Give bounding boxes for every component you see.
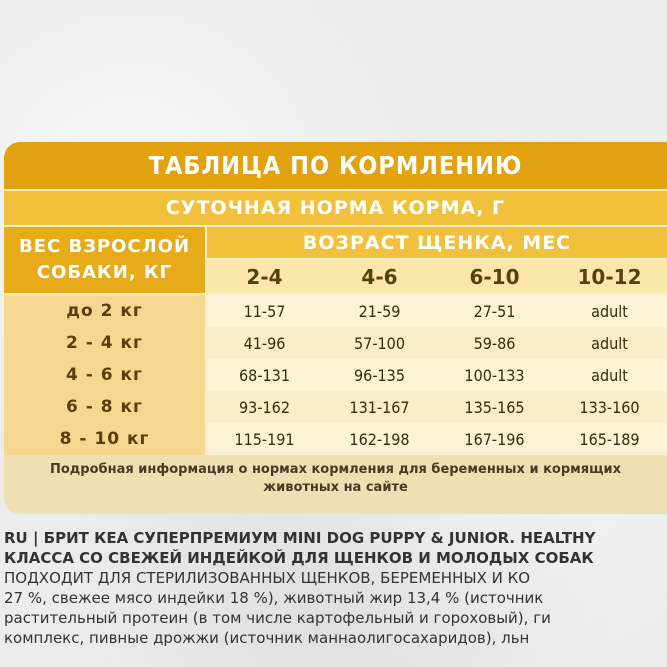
age-col-label: 6-10 bbox=[469, 264, 520, 289]
table-row bbox=[207, 423, 667, 455]
description-line: комплекс, пивные дрожжи (источник маннаолигосахаридов), льн bbox=[4, 629, 530, 647]
table-row bbox=[207, 359, 667, 391]
table-cell: 96-135 bbox=[354, 365, 405, 385]
description-line: растительный протеин (в том числе картофельный и гороховый), ги bbox=[4, 609, 551, 627]
weight-label: до 2 кг bbox=[66, 301, 143, 321]
description-line: ПОДХОДИТ ДЛЯ СТЕРИЛИЗОВАННЫХ ЩЕНКОВ, БЕРЕМЕННЫХ И КО bbox=[4, 569, 531, 587]
weight-label: 6 - 8 кг bbox=[66, 397, 143, 417]
age-col-label: 2-4 bbox=[246, 264, 283, 289]
description-line: 27 %, свежее мясо индейки 18 %), животный жир 13,4 % (источник bbox=[4, 589, 544, 607]
weight-label: 4 - 6 кг bbox=[66, 365, 143, 385]
weight-header-line2: СОБАКИ, КГ bbox=[36, 262, 173, 283]
table-cell: adult bbox=[591, 333, 628, 353]
table-cell: adult bbox=[591, 301, 628, 321]
footnote-line2: животных на сайте bbox=[263, 480, 408, 495]
table-cell: 21-59 bbox=[358, 301, 401, 321]
table-row bbox=[207, 327, 667, 359]
weight-column-header bbox=[4, 227, 205, 293]
feeding-values-grid bbox=[207, 295, 667, 455]
age-col-label: 10-12 bbox=[577, 264, 642, 289]
weight-labels bbox=[4, 295, 205, 455]
table-cell: 41-96 bbox=[243, 333, 286, 353]
table-cell: 68-131 bbox=[239, 365, 290, 385]
age-column-header: ВОЗРАСТ ЩЕНКА, МЕС bbox=[207, 227, 667, 258]
table-cell: 57-100 bbox=[354, 333, 405, 353]
footnote-line1: Подробная информация о нормах кормления для беременных и кормящих bbox=[50, 462, 621, 477]
table-cell: 59-86 bbox=[473, 333, 516, 353]
table-cell: 167-196 bbox=[464, 429, 525, 449]
table-row bbox=[207, 295, 667, 327]
age-column-labels bbox=[207, 260, 667, 293]
table-cell: 133-160 bbox=[579, 397, 640, 417]
description-line: КЛАССА СО СВЕЖЕЙ ИНДЕЙКОЙ ДЛЯ ЩЕНКОВ И МОЛОДЫХ СОБАК bbox=[4, 549, 594, 567]
table-cell: 162-198 bbox=[349, 429, 410, 449]
description-line: RU | БРИТ КЕА СУПЕРПРЕМИУМ MINI DOG PUPPY & JUNIOR. HEALTHY bbox=[4, 529, 596, 547]
table-cell: 100-133 bbox=[464, 365, 525, 385]
age-col-label: 4-6 bbox=[361, 264, 398, 289]
table-cell: 135-165 bbox=[464, 397, 525, 417]
table-cell: 27-51 bbox=[473, 301, 516, 321]
table-cell: 115-191 bbox=[234, 429, 295, 449]
product-description bbox=[4, 528, 667, 648]
feeding-table bbox=[4, 142, 667, 514]
table-cell: 131-167 bbox=[349, 397, 410, 417]
weight-header-line1: ВЕС ВЗРОСЛОЙ bbox=[18, 236, 191, 257]
table-cell: 165-189 bbox=[579, 429, 640, 449]
weight-label: 8 - 10 кг bbox=[59, 429, 150, 449]
weight-label: 2 - 4 кг bbox=[66, 333, 143, 353]
table-row bbox=[207, 391, 667, 423]
table-title: ТАБЛИЦА ПО КОРМЛЕНИЮ bbox=[4, 142, 667, 189]
table-cell: 11-57 bbox=[243, 301, 286, 321]
table-subtitle: СУТОЧНАЯ НОРМА КОРМА, Г bbox=[4, 191, 667, 225]
table-cell: 93-162 bbox=[239, 397, 290, 417]
table-cell: adult bbox=[591, 365, 628, 385]
table-footnote bbox=[4, 455, 667, 514]
